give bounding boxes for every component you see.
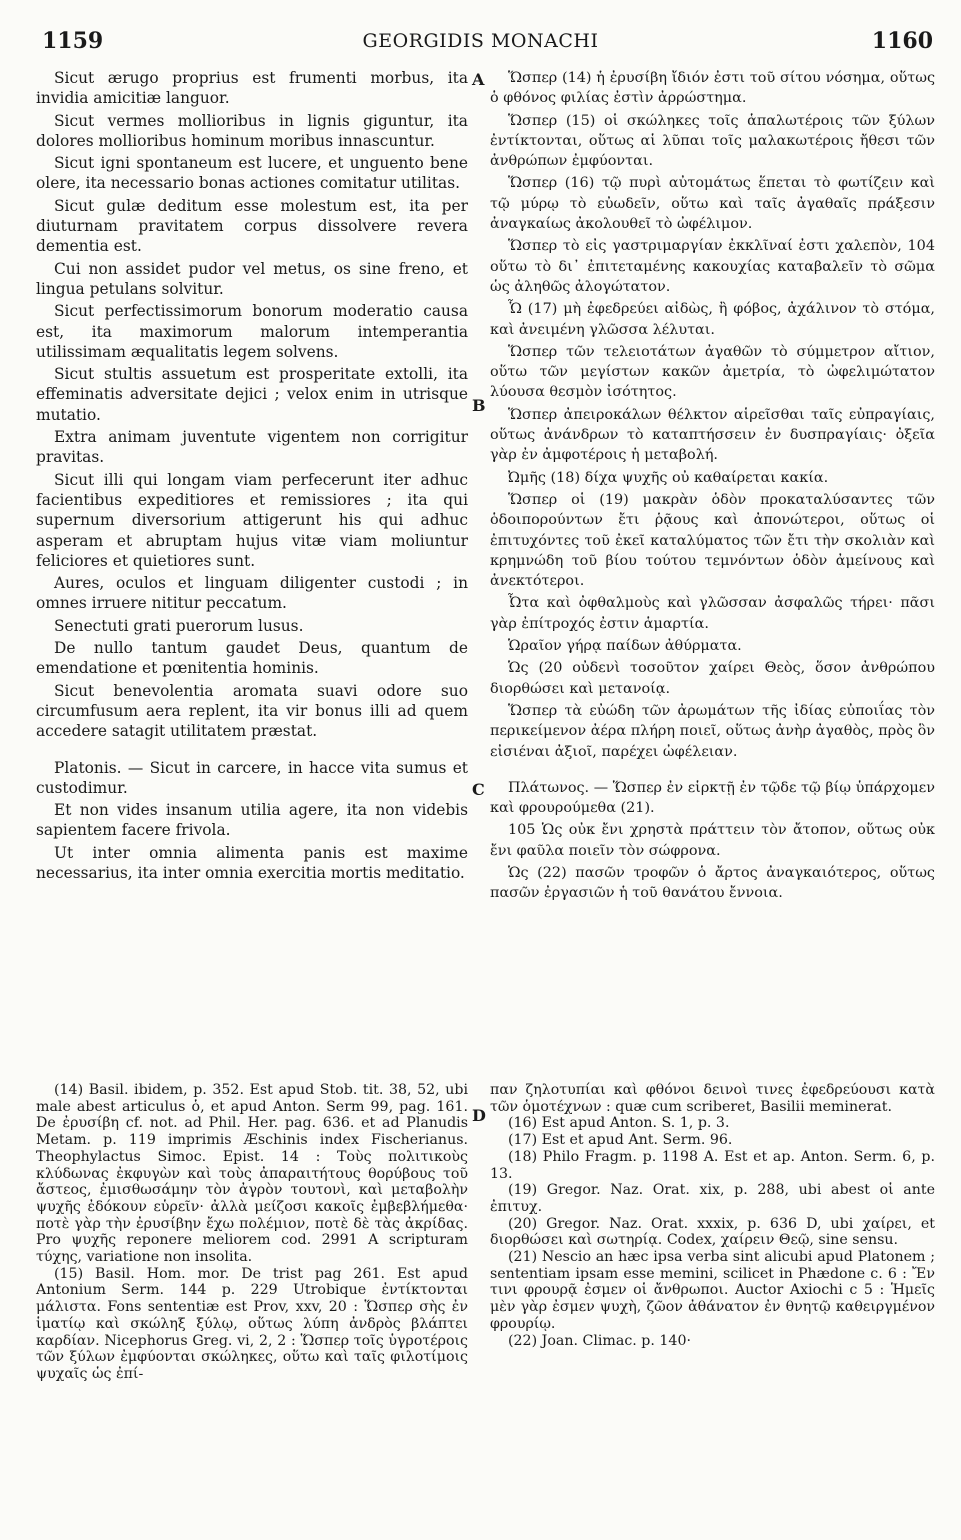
footnote: (17) Est et apud Ant. Serm. 96. <box>508 1132 733 1149</box>
greek-paragraph: Ὦτα καὶ ὀφθαλμοὺς καὶ γλῶσσαν ἀσφαλῶς τήρει· πᾶσι γὰρ ἐπίτροχός ἐστιν ἁμαρτία. <box>490 595 935 632</box>
latin-paragraph: Sicut stultis assuetum est prosperitate extolli, ita effeminatis adversitate dejici ; velox enim in utrisque mutatio. <box>36 365 468 424</box>
page-number-left: 1159 <box>42 28 104 54</box>
latin-paragraph: Sicut benevolentia aromata suavi odore suo circumfusum aera replent, ita vir bonus illi ad quem accedere satagit utilitatem præstat. <box>36 681 468 741</box>
latin-paragraph: Sicut illi qui longam viam perfecerunt iter adhuc facientibus expeditiores et remissiores ; ita qui supernum diversorium attigerunt his qui adhuc asperam et abruptam hujus vitæ viam moliuntur feliciores et quietiores sunt. <box>36 470 468 570</box>
latin-paragraph: Cui non assidet pudor vel metus, os sine freno, et lingua petulans solvitur. <box>36 259 468 298</box>
margin-letter-b: B <box>472 396 486 415</box>
margin-letter-d: D <box>472 1106 486 1125</box>
greek-paragraph: Ὠμῆς (18) δίχα ψυχῆς οὐ καθαίρεται κακία. <box>508 469 829 486</box>
latin-paragraph: Sicut ærugo proprius est frumenti morbus, ita invidia amicitiæ languor. <box>36 69 468 108</box>
margin-letter-c: C <box>472 780 485 799</box>
latin-paragraph: Sicut perfectissimorum bonorum moderatio causa est, ita maximorum malorum intemperantia utilissimam æqualitatis legem solvens. <box>36 302 468 361</box>
latin-paragraph-platonis: Platonis. — Sicut in carcere, in hacce vita sumus et custodimur. <box>36 758 468 797</box>
latin-paragraph: Extra animam juventute vigentem non corrigitur pravitas. <box>36 428 468 467</box>
footnote: (19) Gregor. Naz. Orat. xix, p. 288, ubi abest οἱ ante ἐπιτυχ. <box>490 1182 935 1215</box>
footnote: (18) Philo Fragm. p. 1198 A. Est et ap. Anton. Serm. 6, p. 13. <box>490 1148 935 1182</box>
latin-paragraph: Aures, oculos et linguam diligenter custodi ; in omnes irruere nititur peccatum. <box>36 574 468 613</box>
page-number-right: 1160 <box>871 28 933 54</box>
greek-paragraph: Ὡς (22) πασῶν τροφῶν ὁ ἄρτος ἀναγκαιότερος, οὕτως πασῶν ἐργασιῶν ἡ τοῦ θανάτου ἔννοια. <box>490 864 935 902</box>
footnote: (16) Est apud Anton. S. 1, p. 3. <box>508 1115 730 1132</box>
footnotes-left <box>36 1082 468 1383</box>
footnote: (21) Nescio an hæc ipsa verba sint alicubi apud Platonem ; sententiam ipsam esse memini, scilicet in Phædone c. 6 : Ἔν τινι φρουρᾷ ἐσμεν οἱ ἄνθρωποι. Auctor Axiochi c 5 : Ἡμεῖς μὲν γὰρ ἐσμεν ψυχὴ, ζῶον ἀθάνατον ἐν θνητῷ καθειργμένον φρουρίῳ. <box>490 1249 935 1332</box>
greek-paragraph: Ὡραῖον γήρᾳ παίδων ἀθύρματα. <box>508 638 742 655</box>
latin-paragraph: Et non vides insanum utilia agere, ita non videbis sapientem facere frivola. <box>36 801 468 840</box>
latin-paragraph: Sicut gulæ deditum esse molestum est, ita per diuturnam pravitatem corpus dissolvere revera dementia est. <box>36 196 468 256</box>
greek-paragraph: Ὥσπερ ἀπειροκάλων θέλκτον αἱρεῖσθαι ταῖς εὐπραγίαις, οὕτως ἀνάνδρων τὸ καταπτήσσειν ἐν δυσπραγίαις· ὀξεῖα γὰρ ἐν ἀμφοτέροις ἡ μεταβολή. <box>490 406 935 464</box>
latin-paragraph: Sicut vermes mollioribus in lignis giguntur, ita dolores mollioribus hominum moribus innascuntur. <box>36 111 468 150</box>
greek-paragraph: Ὧ (17) μὴ ἐφεδρεύει αἰδὼς, ἢ φόβος, ἀχάλινον τὸ στόμα, καὶ ἀνειμένη γλῶσσα λέλυται. <box>490 301 935 338</box>
footnote: (15) Basil. Hom. mor. De trist pag 261. Est apud Antonium Serm. 144 p. 229 Utrobique ἐντίκτονται μάλιστα. Fons sententiæ est Prov, xxv, 20 : Ὥσπερ σὴς ἐν ἱματίῳ καὶ σκώληξ ξύλῳ, οὕτως λύπη ἀνδρὸς βλάπτει καρδίαν. Nicephorus Greg. vi, 2, 2 : Ὥσπερ τοῖς ὑγροτέροις τῶν ξύλων ἐμφύονται σκώληκες, οὕτω καὶ ταῖς φιλοτίμοις ψυχαῖς ὡς ἐπί- <box>36 1265 468 1382</box>
greek-paragraph: Ὥσπερ (15) οἱ σκώληκες τοῖς ἁπαλωτέροις τῶν ξύλων ἐντίκτονται, οὕτως αἱ λῦπαι τοῖς μαλακωτέροις ἤθεσι τῶν ἀνθρώπων ἐμφύονται. <box>490 112 935 170</box>
greek-paragraph: Ὥσπερ (16) τῷ πυρὶ αὐτομάτως ἕπεται τὸ φωτίζειν καὶ τῷ μύρῳ τὸ εὐωδεῖν, οὕτω καὶ ταῖς ἀγαθαῖς πράξεσιν ἀναγκαίως ἀκολουθεῖ τὸ ὠφέλιμον. <box>490 175 935 233</box>
footnotes-right <box>490 1082 935 1349</box>
greek-paragraph: Ὥσπερ οἱ (19) μακρὰν ὁδὸν προκαταλύσαντες τῶν ὁδοιπορούντων ἔτι ῥᾷους καὶ ἀπονώτεροι, οὕτως οἱ ἐπιτυχόντες τοῦ ἐκεῖ καταλύματος τῶν ἔτι τὴν σκολιὰν καὶ κρημνώδη τοῦ βίου τούτου τεμνόντων ὁδὸν ἀμείνους καὶ ἀνεκτότεροι. <box>490 491 935 590</box>
latin-paragraph: Ut inter omnia alimenta panis est maxime necessarius, ita inter omnia exercitia mortis meditatio. <box>36 843 468 882</box>
latin-paragraph: Sicut igni spontaneum est lucere, et unguento bene olere, ita necessario bonas actiones comitatur utilitas. <box>36 154 468 193</box>
footnote-continuation: παν ζηλοτυπίαι καὶ φθόνοι δεινοὶ τινες ἐφεδρεύουσι κατὰ τῶν ὁμοτέχνων : quæ cum scriberet, Basilii meminerat. <box>490 1082 935 1115</box>
greek-paragraph: Ὥσπερ τὸ εἰς γαστριμαργίαν ἐκκλῖναί ἐστι χαλεπὸν, 104 οὕτω τὸ δι᾽ ἐπιτεταμένης κακουχίας καταβαλεῖν τὸ σῶμα ὡς ἀληθῶς ἀλογώτατον. <box>490 238 935 295</box>
latin-column <box>36 68 468 885</box>
latin-paragraph: De nullo tantum gaudet Deus, quantum de emendatione et pœnitentia hominis. <box>36 639 468 678</box>
greek-paragraph: Ὥσπερ (14) ἡ ἐρυσίβη ἴδιόν ἐστι τοῦ σίτου νόσημα, οὕτως ὁ φθόνος φιλίας ἐστὶν ἀρρώστημα. <box>490 70 935 107</box>
greek-paragraph: Ὥσπερ τὰ εὐώδη τῶν ἀρωμάτων τῆς ἰδίας εὐποιΐας τὸν περικείμενον ἀέρα πλήρη ποιεῖ, οὕτως ἀνὴρ ἀγαθὸς, πρὸς ὃν εἰσιέναι ἀξιοῖ, παρέχει ὠφέλειαν. <box>490 702 935 760</box>
page-header <box>0 28 961 68</box>
greek-paragraph: 105 Ὡς οὐκ ἔνι χρηστὰ πράττειν τὸν ἄτοπον, οὕτως οὐκ ἔνι φαῦλα ποιεῖν τὸν σώφρονα. <box>490 822 935 859</box>
footnote: (22) Joan. Climac. p. 140· <box>508 1332 691 1349</box>
greek-paragraph: Ὥσπερ τῶν τελειοτάτων ἀγαθῶν τὸ σύμμετρον αἴτιον, οὕτω τῶν μεγίστων κακῶν ἀμετρία, τὸ ὠφελιμώτατον λύουσα θεσμὸν ἰσότητος. <box>490 343 935 401</box>
greek-paragraph-platonos: Πλάτωνος. — Ὥσπερ ἐν εἱρκτῇ ἐν τῷδε τῷ βίῳ ὑπάρχομεν καὶ φρουρούμεθα (21). <box>490 779 935 817</box>
footnote: (20) Gregor. Naz. Orat. xxxix, p. 636 D, ubi χαίρει, et διορθώσει καὶ σωτηρίᾳ. Codex, χαίρειν Θεῷ, sine sensu. <box>490 1215 935 1249</box>
greek-column <box>490 68 935 906</box>
running-title: GEORGIDIS MONACHI <box>362 30 599 52</box>
margin-letter-a: A <box>472 70 485 89</box>
greek-paragraph: Ὡς (20 οὐδενὶ τοσοῦτον χαίρει Θεὸς, ὅσον ἀνθρώπου διορθώσει καὶ μετανοίᾳ. <box>490 660 935 697</box>
latin-paragraph: Senectuti grati puerorum lusus. <box>54 616 304 635</box>
footnote: (14) Basil. ibidem, p. 352. Est apud Stob. tit. 38, 52, ubi male abest articulus ὁ, et apud Anton. Serm 99, pag. 161. De ἐρυσίβη cf. not. ad Phil. Her. pag. 636. et ad Planudis Metam. p. 119 imprimis Æschinis index Fischerianus. Theophylactus Simoc. Epist. 14 : Τοὺς πολιτικοὺς κλύδωνας ἐκφυγὼν καὶ τοὺς ἀπαραιτήτους θορύβους τοῦ ἄστεος, ἐμισθωσάμην τὸν ἀγρὸν τουτονὶ, καὶ μεταβολὴν ψυχῆς ἐδόκουν εὑρεῖν· ἀλλὰ μείζοσι κακοῖς ἐμβεβλήμεθα· ποτὲ γὰρ τὴν ἐρυσίβην ἔχω πολέμιον, ποτὲ δὲ τὰς ἀκρίδας. Pro ψυχῆς reponere meliorem cod. 2991 A scripturam τύχης, variatione non insolita. <box>36 1082 468 1266</box>
